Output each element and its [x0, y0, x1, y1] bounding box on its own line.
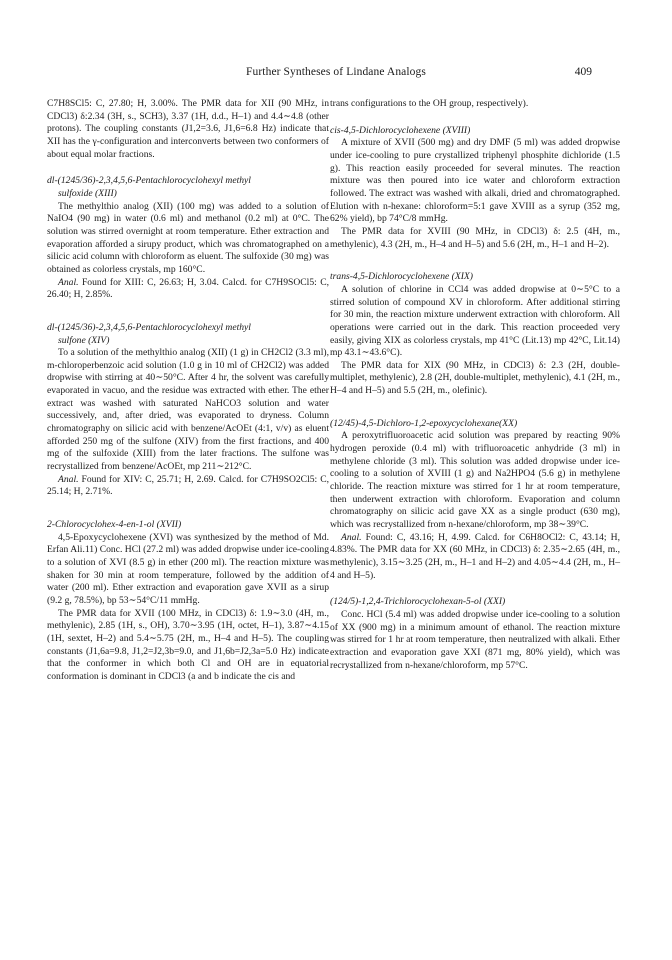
anal-text: Found for XIII: C, 26.63; H, 3.04. Calcd. for C7H9SOCl5: C, 26.40; H, 2.85%. [47, 276, 329, 301]
section-heading-xxi: (124/5)-1,2,4-Trichlorocyclohexan-5-ol (XXI) [330, 596, 506, 608]
pmr-xix: The PMR data for XIX (90 MHz, in CDCl3) δ: 2.3 (2H, double-multiplet, methylenic), 2.8 (2H, double-multiplet, methylenic), 4.1 (2H, m., H–4 and H–5) and 5.5 (2H, m., olefinic). [330, 359, 620, 397]
anal-text: Found for XIV: C, 25.71; H, 2.69. Calcd. for C7H9SO2Cl5: C, 25.14; H, 2.71%. [47, 473, 329, 498]
heading-line: sulfone (XIV) [58, 334, 110, 346]
intro-paragraph: C7H8SCl5: C, 27.80; H, 3.00%. The PMR data for XII (90 MHz, in CDCl3) δ:2.34 (3H, s., SCH3), 3.37 (1H, d.d., H–1) and 4.4∼4.8 (other protons). The coupling constants (J1,2=3.6, J1,6=6.8 Hz) indicate that XII has the γ-configuration and interconverts between two conformers of about equal molar fractions. [47, 98, 329, 160]
section-heading-xx: (12/45)-4,5-Dichloro-1,2-epoxycyclohexane(XX) [330, 417, 518, 429]
pmr-xviii: The PMR data for XVIII (90 MHz, in CDCl3) δ: 2.5 (4H, m., methylenic), 4.3 (2H, m., H–4 and H–5) and 5.6 (2H, m., H–1 and H–2). [330, 225, 620, 250]
anal-label: Anal. [58, 276, 79, 288]
anal-label: Anal. [58, 473, 79, 485]
section-heading-xiii [47, 175, 329, 200]
section-heading-xviii: cis-4,5-Dichlorocyclohexene (XVIII) [330, 124, 471, 136]
right-column [330, 98, 620, 672]
analysis-xiii [47, 277, 329, 302]
section-body-xx: A peroxytrifluoroacetic acid solution was prepared by reacting 90% hydrogen peroxide (0.4 ml) with trifluoroacetic anhydride (3 ml) in methylene chloride (3 ml). This solution was added dropwise under ice-cooling to a solution of XVIII (1 g) and Na2HPO4 (5.6 g) in methylene chloride. The reaction mixture was stirred for 1 hr at room temperature, then underwent extraction with chloroform. Evaporation and column chromatography on silicic acid gave XX as a single product (630 mg), which was recrystallized from n-hexane/chloroform, mp 38∼39°C. [330, 430, 620, 531]
section-body-xiv: To a solution of the methylthio analog (XII) (1 g) in CH2Cl2 (3.3 ml), m-chloroperbenzoic acid solution (1.0 g in 10 ml of CH2Cl2) was added dropwise with stirring at 40∼50°C. After 4 hr, the solvent was carefully evaporated in vacuo, and the residue was extracted with ether. The ether extract was washed with saturated NaHCO3 solution and water successively, and, after dried, was evaporated to dryness. Column chromatography on silicic acid with benzene/AcOEt (4:1, v/v) as eluent afforded 250 mg of the sulfone (XIV) from the first fractions, and 400 mg of the sulfoxide (XIII) from the later fractions. The sulfone was recrystallized from benzene/AcOEt, mp 211∼212°C. [47, 347, 329, 473]
running-head [0, 66, 672, 82]
running-title: Further Syntheses of Lindane Analogs [246, 66, 426, 78]
heading-line: dl-(1245/36)-2,3,4,5,6-Pentachlorocyclohexyl methyl [47, 321, 251, 333]
section-body-xviii: A mixture of XVII (500 mg) and dry DMF (5 ml) was added dropwise under ice-cooling to pure crystallized triphenyl phosphite dichloride (1.5 g). This reaction easily proceeded for several minutes. The reaction mixture was then poured into ice water and chloroform extraction followed. The extract was washed with alkali, dried and chromatographed. Elution with n-hexane: chloroform=5:1 gave XVIII as a syrup (352 mg, 62% yield), bp 74°C/8 mmHg. [330, 137, 620, 225]
section-heading-xvii: 2-Chlorocyclohex-4-en-1-ol (XVII) [47, 519, 182, 531]
analysis-xiv [47, 474, 329, 499]
section-body-xxi: Conc. HCl (5.4 ml) was added dropwise under ice-cooling to a solution of XX (900 mg) in a minimum amount of ethanol. The reaction mixture was stirred for 1 hr at room temperature, then neutralized with alkali. Ether extraction and evaporation gave XXI (871 mg, 80% yield), which was recrystallized from n-hexane/chloroform, mp 57°C. [330, 608, 620, 671]
pmr-xvii: The PMR data for XVII (100 MHz, in CDCl3) δ: 1.9∼3.0 (4H, m., methylenic), 2.85 (1H, s., OH), 3.70∼3.95 (1H, octet, H–1), 3.87∼4.15 (1H, sextet, H–2) and 5.4∼5.75 (2H, m., H–4 and H–5). The coupling constants (J1,6a=9.8, J1,2=J2,3b=9.0, and J1,6b=J2,3a=5.0 Hz) indicate that the conformer in which both Cl and OH are in equatorial conformation is dominant in CDCl3 (a and b indicate the cis and [47, 607, 329, 682]
section-body-xvii: 4,5-Epoxycyclohexene (XVI) was synthesized by the method of Md. Erfan Ali.11) Conc. HCl (27.2 ml) was added dropwise under ice-cooling to a solution of XVI (8.5 g) in ether (200 ml). The reaction mixture was shaken for 30 min at room temperature, followed by the addition of water (200 ml). Ether extraction and evaporation gave XVII as a sirup (9.2 g, 78.5%), bp 53∼54°C/11 mmHg. [47, 531, 329, 606]
heading-line: dl-(1245/36)-2,3,4,5,6-Pentachlorocyclohexyl methyl [47, 175, 251, 187]
section-heading-xiv [47, 322, 329, 347]
analysis-xx [330, 532, 620, 583]
section-body-xiii: The methylthio analog (XII) (100 mg) was added to a solution of NaIO4 (90 mg) in water (0.6 ml) and methanol (0.2 ml) at 0°C. The solution was stirred overnight at room temperature. Ether extraction and evaporation afforded a sirupy product, which was chromatographed on a silicic acid column with chloroform as eluent. The sulfoxide (30 mg) was obtained as colorless crystals, mp 160°C. [47, 200, 329, 275]
left-column [47, 98, 329, 684]
heading-line: sulfoxide (XIII) [58, 187, 117, 199]
section-heading-xix: trans-4,5-Dichlorocyclohexene (XIX) [330, 271, 473, 283]
page-number: 409 [574, 66, 592, 78]
continuation-text: trans configurations to the OH group, respectively). [330, 98, 529, 109]
anal-label: Anal. [341, 531, 362, 543]
anal-text: Found: C, 43.16; H, 4.99. Calcd. for C6H8OCl2: C, 43.14; H, 4.83%. The PMR data for XX (60 MHz, in CDCl3) δ: 2.35∼2.65 (4H, m., methylenic), 3.15∼3.25 (2H, m., H–1 and H–2) and 4.05∼4.4 (2H, m., H–4 and H–5). [330, 531, 620, 581]
section-body-xix: A solution of chlorine in CCl4 was added dropwise at 0∼5°C to a stirred solution of compound XV in chloroform. After additional stirring for 30 min, the reaction mixture underwent extraction with chloroform. All operations were carried out in the dark. This reaction proceeded very easily, giving XIX as colorless crystals, mp 41°C (Lit.13) mp 42°C, Lit.14) mp 43.1∼43.6°C). [330, 283, 620, 359]
